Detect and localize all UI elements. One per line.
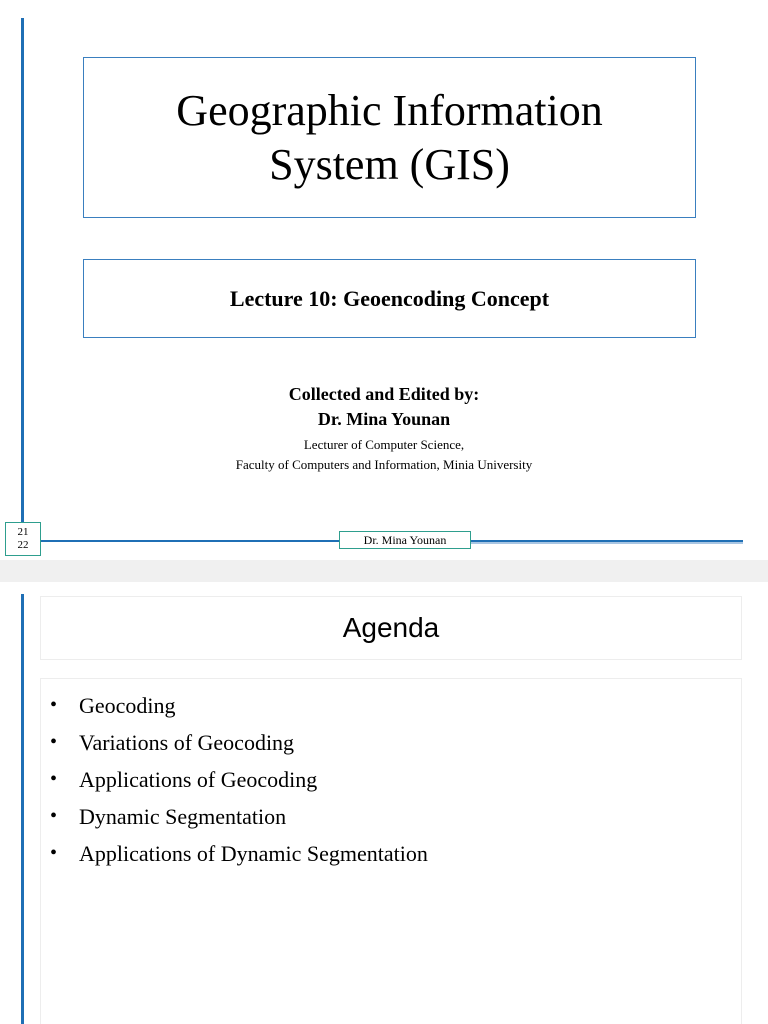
slide-title xyxy=(176,84,602,192)
page-number-top: 21 xyxy=(17,526,29,538)
agenda-item: • Geocoding xyxy=(47,687,741,724)
agenda-title-box xyxy=(40,596,742,660)
page-number-box xyxy=(5,522,41,556)
title-line-2: System (GIS) xyxy=(269,139,510,189)
agenda-content-box xyxy=(40,678,742,1024)
author-position: Lecturer of Computer Science, xyxy=(303,437,465,452)
credits-block xyxy=(0,382,768,475)
page-number-bottom: 22 xyxy=(17,539,29,551)
left-accent-line xyxy=(21,594,24,1024)
lecture-subtitle: Lecture 10: Geoencoding Concept xyxy=(229,285,550,311)
credits-heading: Collected and Edited by: xyxy=(288,384,480,404)
agenda-item: • Applications of Dynamic Segmentation xyxy=(47,835,741,872)
agenda-list xyxy=(41,679,741,872)
lecture-subtitle-box xyxy=(83,259,696,338)
footer-author: Dr. Mina Younan xyxy=(339,531,471,549)
footer-divider-shadow xyxy=(470,542,743,544)
author-affiliation: Faculty of Computers and Information, Minia University xyxy=(235,457,533,472)
agenda-title: Agenda xyxy=(342,612,440,643)
author-name: Dr. Mina Younan xyxy=(317,409,451,429)
agenda-item: • Variations of Geocoding xyxy=(47,724,741,761)
agenda-item: • Applications of Geocoding xyxy=(47,761,741,798)
agenda-item: • Dynamic Segmentation xyxy=(47,798,741,835)
slide-separator xyxy=(0,560,768,582)
slide-title-box xyxy=(83,57,696,218)
title-line-1: Geographic Information xyxy=(176,85,603,135)
agenda-slide xyxy=(0,582,768,1024)
